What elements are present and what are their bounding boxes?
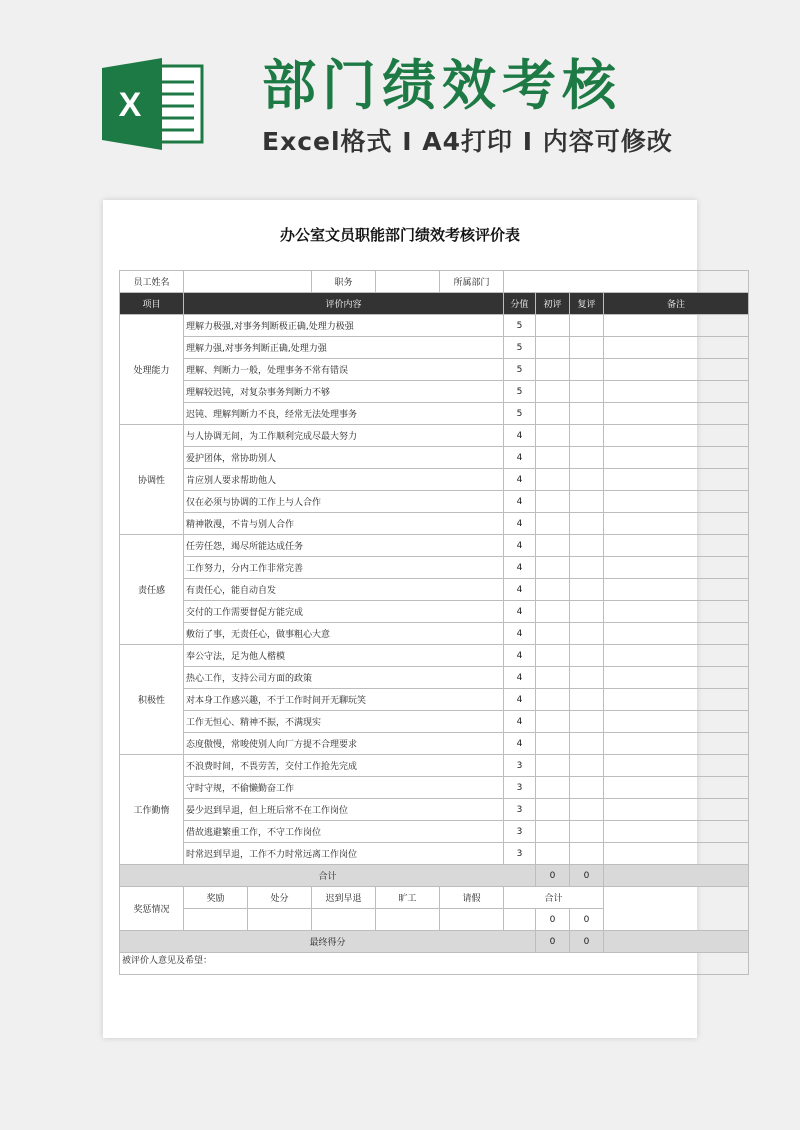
rewards-value-cell[interactable] [312, 909, 376, 931]
review-score-cell[interactable] [570, 667, 604, 689]
criteria-score: 3 [504, 755, 536, 777]
review-score-cell[interactable] [570, 579, 604, 601]
rewards-label: 奖惩情况 [120, 887, 184, 931]
review-score-cell[interactable] [570, 689, 604, 711]
header-note: 备注 [604, 293, 749, 315]
criteria-row [120, 755, 749, 777]
criteria-row [120, 667, 749, 689]
rewards-header-row [120, 887, 749, 909]
review-score-cell[interactable] [570, 403, 604, 425]
header-row [120, 293, 749, 315]
review-score-cell[interactable] [570, 843, 604, 865]
review-score-cell[interactable] [570, 491, 604, 513]
criteria-text: 工作努力，分内工作非常完善 [184, 557, 504, 579]
criteria-row [120, 821, 749, 843]
info-row [120, 271, 749, 293]
criteria-score: 4 [504, 535, 536, 557]
criteria-row [120, 469, 749, 491]
criteria-row [120, 315, 749, 337]
rewards-review: 0 [570, 909, 604, 931]
review-score-cell[interactable] [570, 315, 604, 337]
first-score-cell[interactable] [536, 403, 570, 425]
first-score-cell[interactable] [536, 469, 570, 491]
note-cell[interactable] [604, 513, 749, 535]
note-cell[interactable] [604, 579, 749, 601]
first-score-cell[interactable] [536, 425, 570, 447]
criteria-row [120, 645, 749, 667]
criteria-row [120, 359, 749, 381]
criteria-score: 3 [504, 777, 536, 799]
note-cell[interactable] [604, 821, 749, 843]
first-score-cell[interactable] [536, 645, 570, 667]
note-cell[interactable] [604, 425, 749, 447]
note-cell[interactable] [604, 469, 749, 491]
note-cell[interactable] [604, 557, 749, 579]
first-score-cell[interactable] [536, 447, 570, 469]
criteria-row [120, 843, 749, 865]
first-score-cell[interactable] [536, 579, 570, 601]
rewards-col-label: 奖励 [184, 887, 248, 909]
note-cell[interactable] [604, 403, 749, 425]
name-field[interactable] [184, 271, 312, 293]
criteria-score: 4 [504, 645, 536, 667]
dept-field[interactable] [504, 271, 749, 293]
excel-logo-icon [100, 58, 205, 150]
criteria-score: 4 [504, 689, 536, 711]
criteria-row [120, 601, 749, 623]
note-cell[interactable] [604, 359, 749, 381]
criteria-text: 肯应别人要求帮助他人 [184, 469, 504, 491]
criteria-score: 5 [504, 359, 536, 381]
review-score-cell[interactable] [570, 777, 604, 799]
review-score-cell[interactable] [570, 425, 604, 447]
final-first: 0 [536, 931, 570, 953]
dept-label: 所属部门 [440, 271, 504, 293]
sheet-title: 办公室文员职能部门绩效考核评价表 [279, 226, 520, 244]
name-label: 员工姓名 [120, 271, 184, 293]
criteria-score: 4 [504, 491, 536, 513]
rewards-col-label: 旷工 [376, 887, 440, 909]
note-cell[interactable] [604, 711, 749, 733]
note-cell[interactable] [604, 843, 749, 865]
criteria-text: 敷衍了事，无责任心，做事粗心大意 [184, 623, 504, 645]
criteria-score: 5 [504, 381, 536, 403]
criteria-row [120, 711, 749, 733]
criteria-score: 3 [504, 821, 536, 843]
criteria-score: 4 [504, 557, 536, 579]
criteria-text: 理解力极强,对事务判断极正确,处理力极强 [184, 315, 504, 337]
header-first: 初评 [536, 293, 570, 315]
final-review: 0 [570, 931, 604, 953]
criteria-text: 理解较迟钝，对复杂事务判断力不够 [184, 381, 504, 403]
rewards-col-label: 处分 [248, 887, 312, 909]
criteria-row [120, 579, 749, 601]
note-cell[interactable] [604, 337, 749, 359]
note-cell[interactable] [604, 535, 749, 557]
criteria-text: 对本身工作感兴趣，不于工作时间开无聊玩笑 [184, 689, 504, 711]
total-label: 合计 [120, 865, 536, 887]
criteria-score: 5 [504, 315, 536, 337]
note-cell[interactable] [604, 689, 749, 711]
criteria-text: 热心工作，支持公司方面的政策 [184, 667, 504, 689]
header-review: 复评 [570, 293, 604, 315]
review-score-cell[interactable] [570, 601, 604, 623]
first-score-cell[interactable] [536, 843, 570, 865]
criteria-score: 5 [504, 337, 536, 359]
criteria-text: 态度傲慢，常唆使别人向厂方提不合理要求 [184, 733, 504, 755]
rewards-value-cell[interactable] [184, 909, 248, 931]
header-item: 项目 [120, 293, 184, 315]
rewards-value-cell[interactable] [440, 909, 504, 931]
criteria-text: 迟钝、理解判断力不良，经常无法处理事务 [184, 403, 504, 425]
criteria-score: 4 [504, 579, 536, 601]
category-label: 责任感 [120, 535, 184, 645]
first-score-cell[interactable] [536, 557, 570, 579]
criteria-score: 4 [504, 469, 536, 491]
criteria-text: 晏少迟到早退，但上班后常不在工作岗位 [184, 799, 504, 821]
note-cell[interactable] [604, 799, 749, 821]
review-score-cell[interactable] [570, 755, 604, 777]
category-label: 工作勤惰 [120, 755, 184, 865]
review-score-cell[interactable] [570, 623, 604, 645]
criteria-score: 3 [504, 843, 536, 865]
review-score-cell[interactable] [570, 381, 604, 403]
criteria-text: 交付的工作需要督促方能完成 [184, 601, 504, 623]
review-score-cell[interactable] [570, 359, 604, 381]
criteria-text: 奉公守法，足为他人楷模 [184, 645, 504, 667]
criteria-text: 理解、判断力一般，处理事务不常有错误 [184, 359, 504, 381]
criteria-row [120, 689, 749, 711]
criteria-text: 任劳任怨，竭尽所能达成任务 [184, 535, 504, 557]
note-cell[interactable] [604, 777, 749, 799]
criteria-row [120, 799, 749, 821]
category-label: 协调性 [120, 425, 184, 535]
note-cell[interactable] [604, 733, 749, 755]
criteria-text: 时常迟到早退，工作不力时常远离工作岗位 [184, 843, 504, 865]
criteria-text: 有责任心，能自动自发 [184, 579, 504, 601]
total-review: 0 [570, 865, 604, 887]
rewards-col-label: 请假 [440, 887, 504, 909]
criteria-row [120, 491, 749, 513]
first-score-cell[interactable] [536, 337, 570, 359]
header-score: 分值 [504, 293, 536, 315]
criteria-row [120, 557, 749, 579]
review-score-cell[interactable] [570, 513, 604, 535]
criteria-score: 3 [504, 799, 536, 821]
review-score-cell[interactable] [570, 733, 604, 755]
criteria-score: 4 [504, 711, 536, 733]
criteria-text: 不浪费时间，不畏劳苦，交付工作抢先完成 [184, 755, 504, 777]
review-score-cell[interactable] [570, 557, 604, 579]
final-row [120, 931, 749, 953]
banner-subtitle: Excel格式 I A4打印 I 内容可修改 [262, 127, 673, 156]
first-score-cell[interactable] [536, 777, 570, 799]
first-score-cell[interactable] [536, 711, 570, 733]
note-cell[interactable] [604, 601, 749, 623]
total-row [120, 865, 749, 887]
criteria-score: 4 [504, 425, 536, 447]
criteria-score: 5 [504, 403, 536, 425]
position-label: 职务 [312, 271, 376, 293]
criteria-score: 4 [504, 733, 536, 755]
note-cell[interactable] [604, 645, 749, 667]
first-score-cell[interactable] [536, 359, 570, 381]
criteria-text: 守时守规，不偷懒勤奋工作 [184, 777, 504, 799]
criteria-text: 精神散漫，不肯与别人合作 [184, 513, 504, 535]
criteria-row [120, 777, 749, 799]
category-label: 积极性 [120, 645, 184, 755]
remarks-row [120, 953, 749, 975]
rewards-value-cell[interactable] [504, 909, 536, 931]
criteria-row [120, 733, 749, 755]
review-score-cell[interactable] [570, 447, 604, 469]
first-score-cell[interactable] [536, 755, 570, 777]
review-score-cell[interactable] [570, 535, 604, 557]
excel-logo-letter: X [118, 86, 142, 124]
final-label: 最终得分 [120, 931, 536, 953]
position-field[interactable] [376, 271, 440, 293]
first-score-cell[interactable] [536, 491, 570, 513]
first-score-cell[interactable] [536, 623, 570, 645]
criteria-row [120, 425, 749, 447]
criteria-row [120, 403, 749, 425]
note-cell[interactable] [604, 667, 749, 689]
note-cell[interactable] [604, 315, 749, 337]
review-score-cell[interactable] [570, 337, 604, 359]
criteria-text: 与人协调无间，为工作顺利完成尽最大努力 [184, 425, 504, 447]
note-cell[interactable] [604, 623, 749, 645]
note-cell[interactable] [604, 491, 749, 513]
rewards-note[interactable] [604, 887, 749, 931]
criteria-row [120, 337, 749, 359]
evaluation-table [119, 270, 749, 975]
criteria-score: 4 [504, 447, 536, 469]
criteria-row [120, 623, 749, 645]
rewards-col-label: 迟到早退 [312, 887, 376, 909]
first-score-cell[interactable] [536, 821, 570, 843]
note-cell[interactable] [604, 447, 749, 469]
first-score-cell[interactable] [536, 601, 570, 623]
first-score-cell[interactable] [536, 689, 570, 711]
review-score-cell[interactable] [570, 645, 604, 667]
note-cell[interactable] [604, 755, 749, 777]
criteria-score: 4 [504, 667, 536, 689]
criteria-row [120, 381, 749, 403]
first-score-cell[interactable] [536, 513, 570, 535]
first-score-cell[interactable] [536, 535, 570, 557]
criteria-text: 爱护团体，常协助别人 [184, 447, 504, 469]
first-score-cell[interactable] [536, 667, 570, 689]
criteria-row [120, 513, 749, 535]
criteria-score: 4 [504, 601, 536, 623]
banner-title: 部门绩效考核 [262, 54, 622, 117]
criteria-row [120, 447, 749, 469]
first-score-cell[interactable] [536, 381, 570, 403]
rewards-total-label: 合计 [504, 887, 604, 909]
header-content: 评价内容 [184, 293, 504, 315]
note-cell[interactable] [604, 381, 749, 403]
first-score-cell[interactable] [536, 799, 570, 821]
criteria-score: 4 [504, 623, 536, 645]
sheet-paper [103, 200, 697, 1038]
criteria-score: 4 [504, 513, 536, 535]
criteria-text: 仅在必须与协调的工作上与人合作 [184, 491, 504, 513]
criteria-row [120, 535, 749, 557]
review-score-cell[interactable] [570, 711, 604, 733]
remarks-field[interactable]: 被评价人意见及希望： [120, 953, 749, 975]
criteria-text: 理解力强,对事务判断正确,处理力强 [184, 337, 504, 359]
review-score-cell[interactable] [570, 469, 604, 491]
review-score-cell[interactable] [570, 799, 604, 821]
rewards-value-cell[interactable] [376, 909, 440, 931]
final-note [604, 931, 749, 953]
rewards-first: 0 [536, 909, 570, 931]
category-label: 处理能力 [120, 315, 184, 425]
criteria-text: 工作无恒心、精神不振，不满现实 [184, 711, 504, 733]
criteria-text: 借故逃避繁重工作，不守工作岗位 [184, 821, 504, 843]
review-score-cell[interactable] [570, 821, 604, 843]
total-first: 0 [536, 865, 570, 887]
rewards-value-cell[interactable] [248, 909, 312, 931]
first-score-cell[interactable] [536, 315, 570, 337]
total-note [604, 865, 749, 887]
first-score-cell[interactable] [536, 733, 570, 755]
